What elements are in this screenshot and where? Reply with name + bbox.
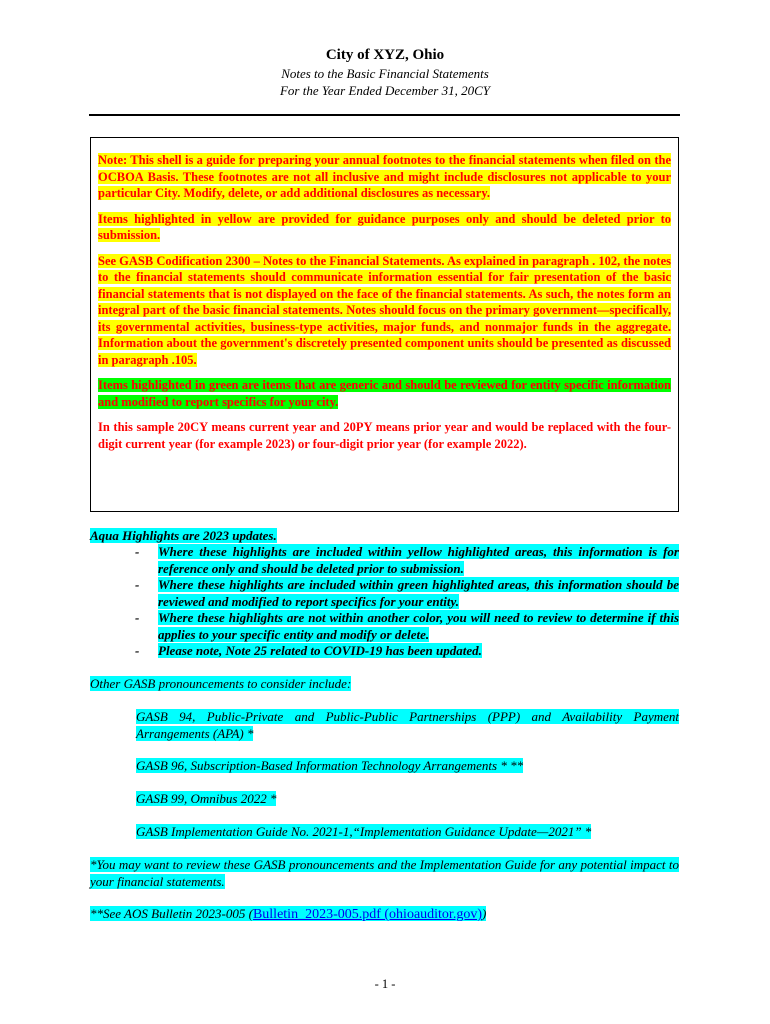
- note-green-text: Items highlighted in green are items that are generic and should be reviewed for entity specific information and modified to report specifics for your city.: [98, 378, 671, 409]
- document-subtitle: Notes to the Basic Financial Statements: [281, 66, 489, 81]
- header-rule: [89, 114, 680, 116]
- aos-bulletin-suffix: ): [481, 906, 487, 921]
- guidance-notes-box: [90, 137, 679, 512]
- list-item: - Where these highlights are included within green highlighted areas, this information should be reviewed and modified to report specifics for your entity.: [135, 577, 679, 609]
- note-yellow-text: Items highlighted in yellow are provided for guidance purposes only and should be deleted prior to submission.: [98, 211, 671, 242]
- list-item: - Where these highlights are included within yellow highlighted areas, this information is for reference only and should be deleted prior to submission.: [135, 544, 679, 576]
- note-gasb-codification: [98, 253, 671, 369]
- aos-bulletin-prefix: **See AOS Bulletin 2023-005 (: [90, 906, 253, 921]
- gasb-94-item: GASB 94, Public-Private and Public-Public Partnerships (PPP) and Availability Payment Arrangements (APA) *: [136, 709, 679, 741]
- list-item: - Please note, Note 25 related to COVID-19 has been updated.: [135, 643, 482, 658]
- note-year-placeholders: In this sample 20CY means current year and 20PY means prior year and would be replaced with the four-digit current year (for example 2023) or four-digit prior year (for example 2022).: [98, 420, 671, 451]
- list-dash: -: [135, 577, 140, 592]
- gasb-99-item: GASB 99, Omnibus 2022 *: [136, 791, 277, 806]
- note-ocboa-text: Note: This shell is a guide for preparing your annual footnotes to the financial statements when filed on the OCBOA Basis. These footnotes are not all inclusive and might include disclosures not applicable to your particular City. Modify, delete, or add additional disclosures as necessary.: [98, 153, 671, 200]
- list-dash: -: [135, 544, 140, 559]
- list-dash: -: [135, 643, 140, 658]
- pronouncements-review-note: *You may want to review these GASB pronouncements and the Implementation Guide for any potential impact to your financial statements.: [90, 857, 679, 889]
- gasb-96-item: GASB 96, Subscription-Based Information Technology Arrangements * **: [136, 758, 524, 773]
- page-header: [0, 46, 770, 99]
- note-ocboa-guide: [98, 152, 671, 202]
- document-title: City of XYZ, Ohio: [325, 47, 445, 63]
- aqua-highlights-heading: Aqua Highlights are 2023 updates.: [90, 528, 277, 543]
- note-yellow-items: [98, 211, 671, 244]
- aqua-highlights-list: [90, 544, 679, 660]
- document-period: For the Year Ended December 31, 20CY: [279, 83, 491, 98]
- gasb-implementation-guide-item: GASB Implementation Guide No. 2021-1,“Implementation Guidance Update—2021” *: [136, 824, 592, 839]
- aos-bulletin-reference: [90, 906, 679, 924]
- other-pronouncements-intro: Other GASB pronouncements to consider include:: [90, 676, 352, 691]
- note-green-items: [98, 377, 671, 410]
- list-item: - Where these highlights are not within another color, you will need to review to determine if this applies to your specific entity and modify or delete.: [135, 610, 679, 642]
- page-number: - 1 -: [374, 977, 396, 991]
- list-dash: -: [135, 610, 140, 625]
- note-gasb-text: See GASB Codification 2300 – Notes to the Financial Statements. As explained in paragraph . 102, the notes to the financial statements should communicate information essential for fair presentation of the basic financial statements that is not displayed on the face of the financial statements. As such, the notes form an integral part of the basic financial statements. Notes should focus on the primary government—specifically, its governmental activities, business-type activities, major funds, and nonmajor funds in the aggregate. Information about the government's discretely presented component units should be presented as discussed in paragraph .105.: [98, 253, 671, 367]
- aos-bulletin-link[interactable]: Bulletin_2023-005.pdf (ohioauditor.gov): [252, 907, 482, 922]
